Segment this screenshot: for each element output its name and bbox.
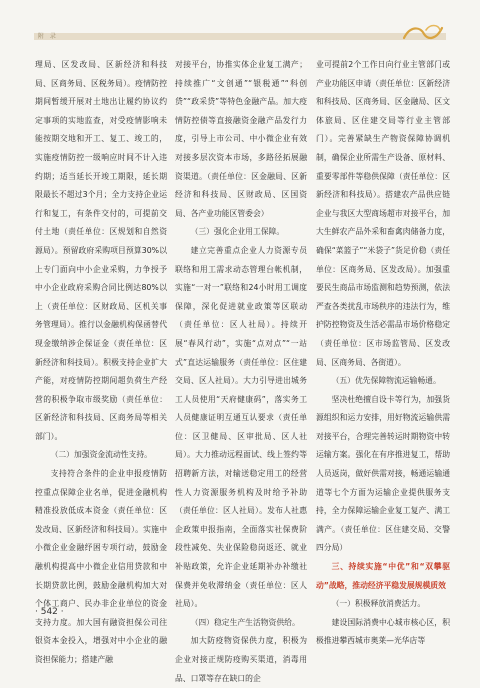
header-band: [34, 33, 446, 40]
section-label: 附 录: [38, 33, 58, 40]
page-header: [0, 0, 480, 46]
text-column-1: [35, 56, 167, 670]
decorative-logo-icon: [400, 22, 446, 44]
text-column-3: [316, 56, 450, 651]
paragraph: 坚决杜绝擅自设卡等行为，加强货源组织和运力安排，用好物流运输供需对接平台，合理完善转运时期物资中转运输方案。强化在有序推进复工，帮助人员返岗，做好供需对接，畅通运输通道等七个方面为运输企业提供服务支持，全力保障运输企业复工复产、满工满产。（责任单位：区住建交局、交警四分局）: [316, 394, 450, 553]
subheading: （一）积极释放消费活力。: [331, 599, 426, 609]
paragraph: 业可提前2个工作日向行业主管部门或产业功能区申请（责任单位：区新经济和科技局、区商务局、区金融局、区文体旅局、区住建交局等行业主管部门）。完善紧缺生产物资保障协调机制，确保企业所需生产设备、原材料、重要零部件等稳供保障（责任单位：区新经济和科技局）。搭建农产品供应链企业与我区大型商场超市对接平台，加大生鲜农产品外采和畜禽肉储备力度，确保“菜篮子”“米袋子”货足价稳（责任单位：区商务局、区发改局）。加强重要民生商品市场监测和趋势预测，依法严查各类扰乱市场秩序的违法行为，维护防控物资及生活必需品市场价格稳定（责任单位：区市场监管局、区发改局、区商务局、各街道）。: [316, 60, 450, 367]
text-column-2: [175, 56, 307, 688]
paragraph: 加大防疫物资保供力度，积极为企业对接正规防疫购买渠道，消毒用品、口罩等存在缺口的企: [175, 636, 307, 683]
paragraph: 建立完善重点企业人力资源专员联络和用工需求动态管理台帐机制，实施“一对一”联络和24小时用工调度保障，深化促进就业政策等区联动（责任单位：区人社局）。持续开展“春风行动”，实施“点对点”“一站式”直达运输服务（责任单位：区住建交局、区人社局）。大力引导进出城务工人员使用“天府健康码”，落实务工人员健康证明互通互认要求（责任单位：区卫健局、区审批局、区人社局）。大力推动远程面试、线上签约等招聘新方法，对输送稳定用工的经营性人力资源服务机构及时给予补助（责任单位：区人社局）。发布人社惠企政策申报指南，全面落实社保费阶段性减免、失业保险稳岗返还、就业补贴政策，允许企业延期补办补缴社保费并免收滞纳金（责任单位：区人社局）。: [175, 245, 307, 609]
page-number: · 542 ·: [35, 607, 64, 617]
subheading: （三）强化企业用工保障。: [190, 227, 285, 237]
paragraph: 建设国际消费中心城市核心区，积极推进攀西城市奥莱—光华店等: [316, 617, 450, 646]
section-heading: 三、持续实施“中优”和“双攀驱动”战略，推动经济平稳发展规模质效: [316, 562, 450, 590]
paragraph: 支持符合条件的企业申报疫情防控重点保障企业名单，促进金融机构精准投放低成本资金（责任单位：区发改局、区新经济和科技局）。实施中小微企业金融纾困专项行动，鼓励金融机构提高中小微企业信用贷款和中长期贷款比例，鼓励金融机构加大对个体工商户、民办非企业单位的资金支持力度。加大国有融资担保公司往银资本金投入，增强对中小企业的融资担保能力；搭建产融: [35, 469, 167, 664]
subheading: （五）优先保障物流运输畅通。: [331, 376, 441, 386]
paragraph: 对接平台，协推实体企业复工满产；持续推广“文创通”“银税通”“科创贷”“政采贷”等特色金融产品。加大疫情防控债等直接融资金融产品发行力度，引导上市公司、中小微企业有效对接多层次资本市场，多路径拓展融资渠道。（责任单位：区金融局、区新经济和科技局、区财政局、区国资局、各产业功能区管委会）: [175, 60, 307, 218]
paragraph: 理局、区发改局、区新经济和科技局、区商务局、区税务局）。疫情防控期间暂缓开展对土地出让履约协议约定事项的实地监查，对受疫情影响未能按期交地和开工、复工、竣工的，实施疫情防控一级响应时间不计入违约期；适当延长开竣工期限，延长期限最长不超过3个月；全力支持企业运行和复工，有条件交付的，可提前交付土地（责任单位：区规划和自然资源局）。预留政府采购项目预算30%以上专门面向中小企业采购，力争授予中小企业政府采购合同比例达80%以上（责任单位：区财政局、区机关事务管理局）。推行以金融机构保函替代现金缴纳涉企保证金（责任单位：区新经济和科技局）。积极支持企业扩大产能，对疫情防控期间超负荷生产经营的积极争取市级奖励（责任单位：区新经济和科技局、区商务局等相关部门）。: [35, 60, 167, 441]
subheading: （二）加强资金流动性支持。: [50, 450, 152, 460]
subheading: （四）稳定生产生活物资供给。: [190, 617, 300, 627]
